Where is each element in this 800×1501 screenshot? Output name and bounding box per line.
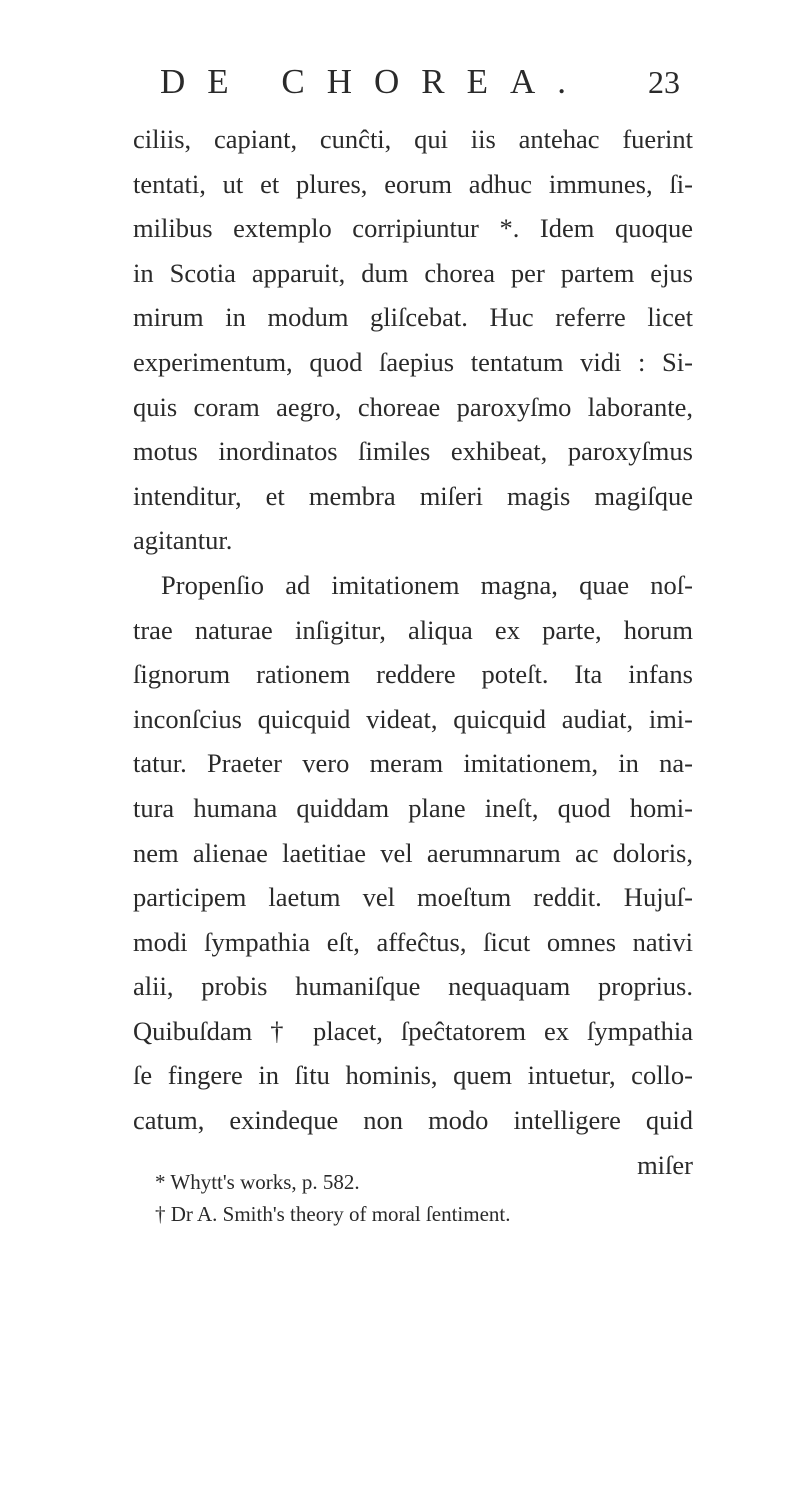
text-line: agitantur. (133, 525, 233, 556)
text-line: Propenſio ad imitationem magna, quae noſ- (161, 569, 693, 600)
text-line: ſignorum rationem reddere poteſt. Ita infans (133, 659, 693, 690)
text-line: alii, probis humaniſque nequaquam proprius. (133, 971, 693, 1002)
text-line: trae naturae inſigitur, aliqua ex parte, horum (133, 614, 693, 645)
text-line: Quibuſdam † placet, ſpeĉtatorem ex ſympathia (133, 1015, 693, 1046)
text-line: catum, exindeque non modo intelligere quid (133, 1105, 693, 1136)
catchword: miſer (637, 1149, 693, 1180)
text-line: inconſcius quicquid videat, quicquid audiat, imi- (133, 703, 693, 734)
text-line: ciliis, capiant, cunĉti, qui iis antehac fuerint (133, 124, 693, 154)
text-line: mirum in modum gliſcebat. Huc referre licet (133, 302, 693, 333)
footnotes (155, 1166, 715, 1230)
footnote: † Dr A. Smith's theory of moral ſentiment. (155, 1202, 511, 1226)
text-line: tatur. Praeter vero meram imitationem, in na- (133, 748, 693, 779)
text-line: participem laetum vel moeſtum reddit. Hujuſ- (133, 882, 693, 913)
text-line: modi ſympathia eſt, affeĉtus, ſicut omnes nativi (133, 926, 693, 957)
text-line: experimentum, quod ſaepius tentatum vidi : Si- (133, 346, 693, 377)
text-line: milibus extemplo corripiuntur *. Idem quoque (133, 213, 693, 244)
running-head (160, 54, 680, 104)
text-line: in Scotia apparuit, dum chorea per partem ejus (133, 257, 693, 288)
body-text (133, 117, 693, 1187)
text-line: intenditur, et membra miſeri magis magiſque (133, 480, 693, 511)
text-line: nem alienae laetitiae vel aerumnarum ac doloris, (133, 837, 693, 868)
page-number: 23 (648, 64, 680, 100)
text-line: ſe fingere in ſitu hominis, quem intuetur, collo- (133, 1060, 693, 1091)
running-title: DE CHOREA. (160, 62, 589, 101)
text-line: tura humana quiddam plane ineſt, quod homi- (133, 792, 693, 823)
footnote: * Whytt's works, p. 582. (155, 1170, 360, 1194)
text-line: tentati, ut et plures, eorum adhuc immunes, ſi- (133, 168, 693, 199)
text-line: quis coram aegro, choreae paroxyſmo laborante, (133, 391, 693, 422)
text-line: motus inordinatos ſimiles exhibeat, paroxyſmus (133, 436, 693, 467)
